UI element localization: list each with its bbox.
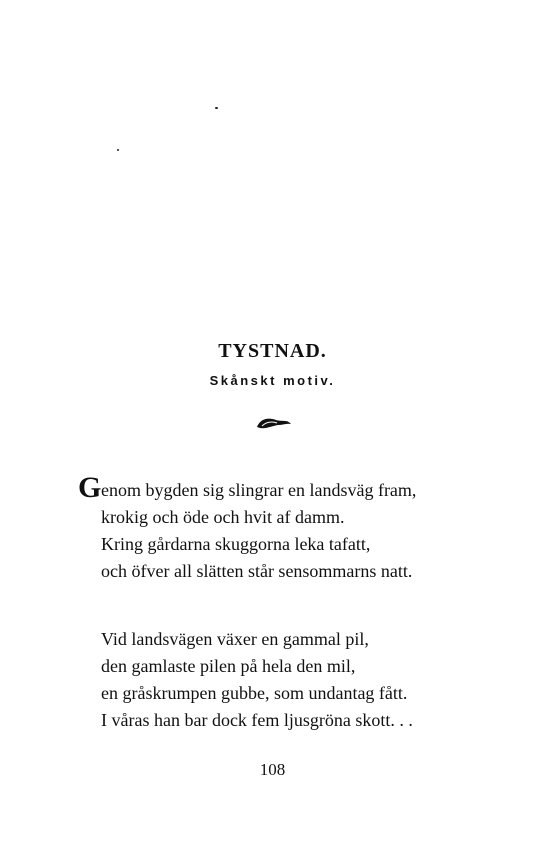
poem-subtitle: Skånskt motiv. [209,373,336,388]
drop-cap: G [78,471,102,504]
fleuron-icon [254,415,294,431]
verse-line: en gråskrumpen gubbe, som undantag fått. [101,683,408,703]
stanza [101,626,501,734]
verse-line: och öfver all slätten står sensommarns natt. [101,561,413,581]
verse-line: enom bygden sig slingrar en landsväg fram, [101,480,417,500]
verse-line: I våras han bar dock fem ljusgröna skott. . . [101,710,413,730]
page-number: 108 [259,760,286,779]
verse-line: den gamlaste pilen på hela den mil, [101,656,356,676]
verse-line: krokig och öde och hvit af damm. [101,507,345,527]
stanza [101,477,501,585]
print-speck [117,149,119,151]
verse-line: Kring gårdarna skuggorna leka tafatt, [101,534,371,554]
print-speck [215,107,218,109]
poem-title: TYSTNAD. [218,340,327,362]
verse-line: Vid landsvägen växer en gammal pil, [101,629,369,649]
